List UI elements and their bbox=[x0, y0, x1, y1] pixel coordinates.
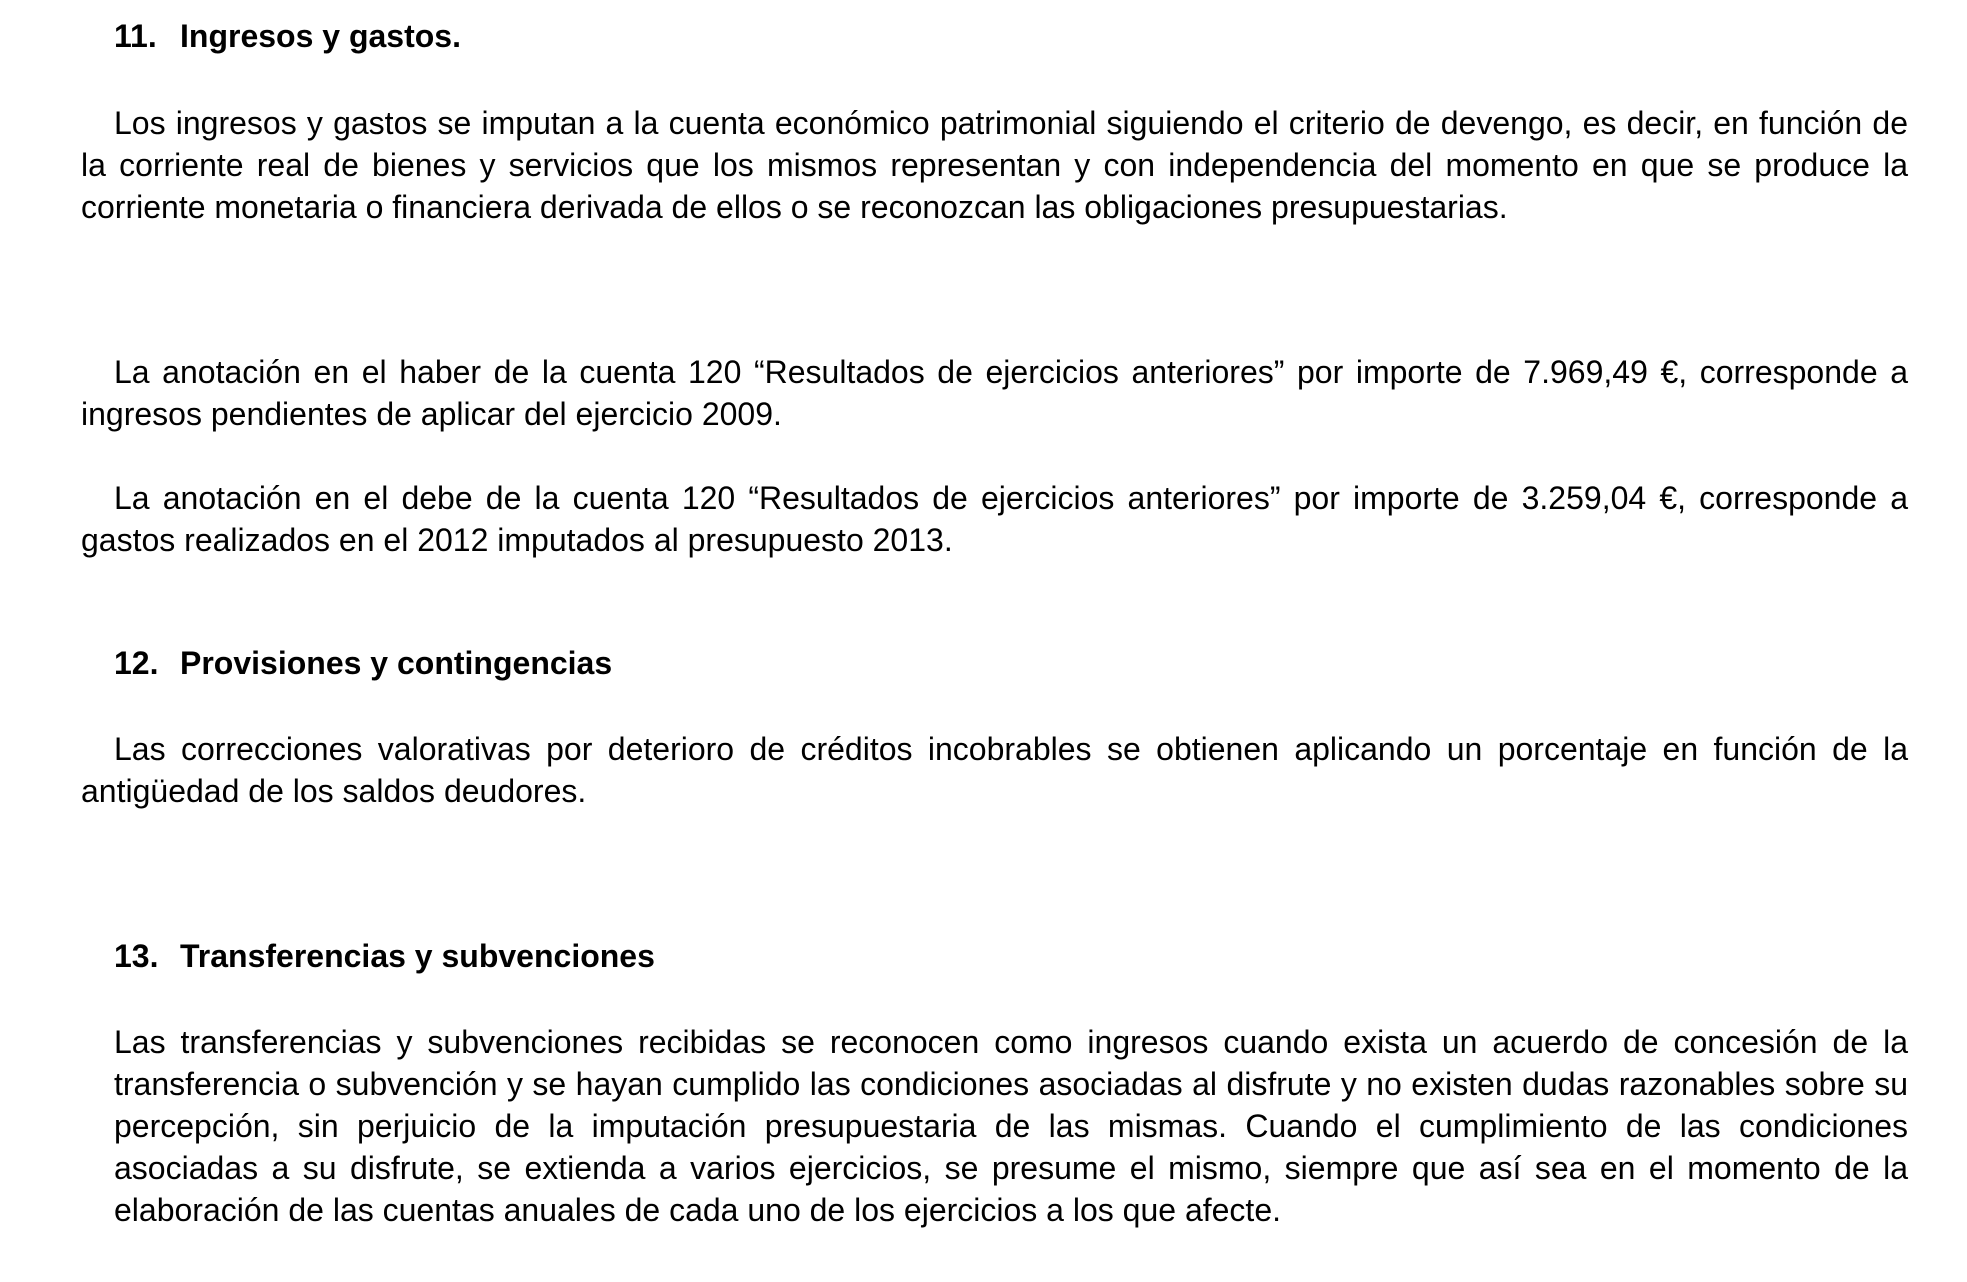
section-number: 13. bbox=[114, 938, 159, 974]
section-title: Transferencias y subvenciones bbox=[180, 938, 655, 974]
section-heading-transferencias bbox=[114, 937, 655, 975]
section-heading-ingresos-gastos bbox=[114, 17, 461, 55]
section-title: Provisiones y contingencias bbox=[180, 645, 613, 681]
paragraph-transferencias-subvenciones: Las transferencias y subvenciones recibidas se reconocen como ingresos cuando exista un acuerdo de concesión de la transferencia o subvención y se hayan cumplido las condiciones asociadas al disfrute y no existen dudas razonables sobre su percepción, sin perjuicio de la imputación presupuestaria de las mismas. Cuando el cumplimiento de las condiciones asociadas a su disfrute, se extienda a varios ejercicios, se presume el mismo, siempre que así sea en el momento de la elaboración de las cuentas anuales de cada uno de los ejercicios a los que afecte. bbox=[114, 1024, 1908, 1228]
paragraph-anotacion-haber: La anotación en el haber de la cuenta 120 “Resultados de ejercicios anteriores” por importe de 7.969,49 €, corresponde a ingresos pendientes de aplicar del ejercicio 2009. bbox=[81, 354, 1908, 432]
paragraph-anotacion-debe: La anotación en el debe de la cuenta 120 “Resultados de ejercicios anteriores” por importe de 3.259,04 €, corresponde a gastos realizados en el 2012 imputados al presupuesto 2013. bbox=[81, 480, 1908, 558]
section-heading-provisiones bbox=[114, 644, 612, 682]
paragraph-criterio-devengo: Los ingresos y gastos se imputan a la cuenta económico patrimonial siguiendo el criterio de devengo, es decir, en función de la corriente real de bienes y servicios que los mismos representan y con independencia del momento en que se produce la corriente monetaria o financiera derivada de ellos o se reconozcan las obligaciones presupuestarias. bbox=[81, 105, 1908, 225]
section-title: Ingresos y gastos. bbox=[180, 18, 461, 54]
section-number: 11. bbox=[114, 18, 157, 54]
section-number: 12. bbox=[114, 645, 159, 681]
paragraph-correcciones-valorativas: Las correcciones valorativas por deterioro de créditos incobrables se obtienen aplicando un porcentaje en función de la antigüedad de los saldos deudores. bbox=[81, 731, 1908, 809]
